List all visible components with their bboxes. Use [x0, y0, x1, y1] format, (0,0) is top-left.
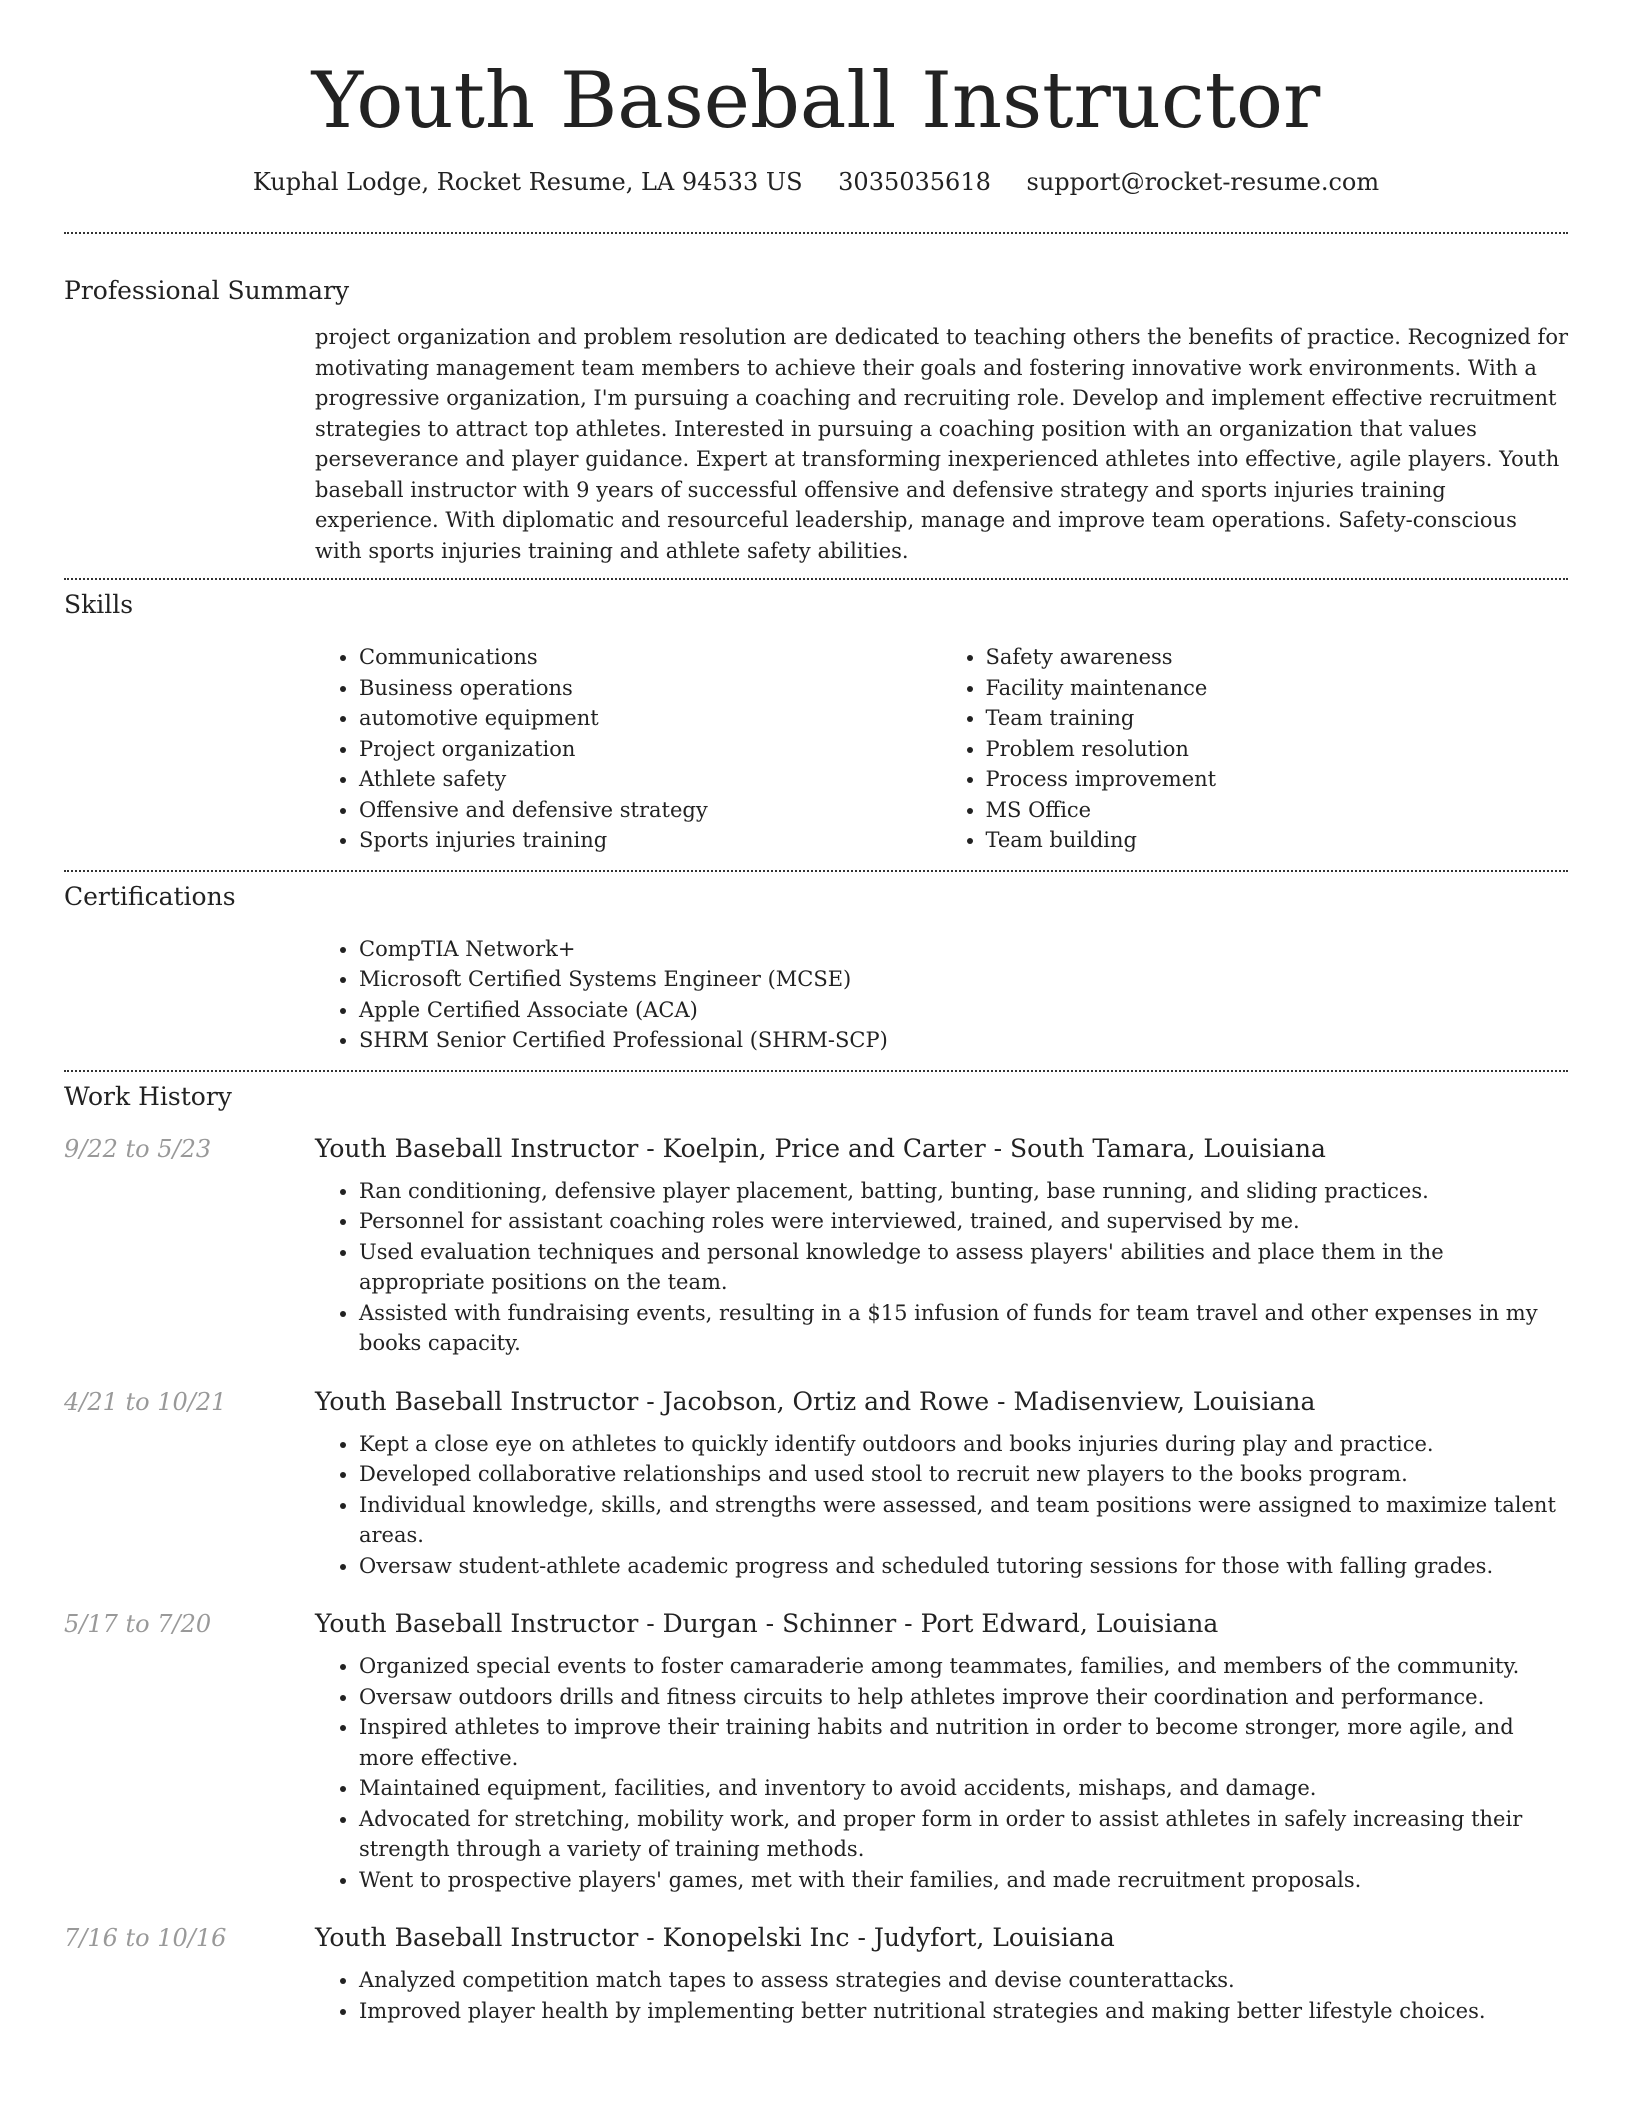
contact-line — [64, 166, 1568, 198]
skill-item: • Problem resolution — [986, 734, 1569, 765]
skills-columns — [315, 642, 1568, 856]
job-bullet: • Developed collaborative relationships and used stool to recruit new players to the books program. — [359, 1459, 1568, 1490]
job-bullets — [315, 1965, 1568, 2026]
skill-item: • Team training — [986, 703, 1569, 734]
job-header — [64, 1607, 1568, 1641]
skill-item: • Facility maintenance — [986, 673, 1569, 704]
contact-email: support@rocket-resume.com — [1026, 168, 1380, 196]
skills-list-left — [315, 642, 942, 856]
work-history-section — [64, 1080, 1568, 2027]
skill-item: • Sports injuries training — [359, 825, 942, 856]
job-bullet: • Kept a close eye on athletes to quickly identify outdoors and books injuries during play and practice. — [359, 1429, 1568, 1460]
job-title: Youth Baseball Instructor - Jacobson, Ortiz and Rowe - Madisenview, Louisiana — [315, 1386, 1316, 1416]
job-dates: 9/22 to 5/23 — [64, 1134, 212, 1163]
job-bullet: • Improved player health by implementing better nutritional strategies and making better lifestyle choices. — [359, 1996, 1568, 2027]
skill-item: • Athlete safety — [359, 764, 942, 795]
job-entry — [64, 1132, 1568, 1359]
skills-section — [64, 588, 1568, 856]
contact-phone: 3035035618 — [838, 168, 991, 196]
divider — [64, 1070, 1568, 1072]
job-entry — [64, 1385, 1568, 1582]
section-title-work-history: Work History — [64, 1081, 232, 1111]
job-header — [64, 1132, 1568, 1166]
certifications-list — [315, 934, 1568, 1056]
job-bullets — [315, 1176, 1568, 1359]
job-bullet: • Used evaluation techniques and personal knowledge to assess players' abilities and place them in the appropriate positions on the team. — [359, 1237, 1568, 1298]
job-bullet: • Advocated for stretching, mobility work, and proper form in order to assist athletes in safely increasing their strength through a variety of training methods. — [359, 1804, 1568, 1865]
divider — [64, 232, 1568, 234]
job-title: Youth Baseball Instructor - Konopelski Inc - Judyfort, Louisiana — [315, 1923, 1115, 1952]
skill-item: • Safety awareness — [986, 642, 1569, 673]
job-bullet: • Oversaw student-athlete academic progress and scheduled tutoring sessions for those with falling grades. — [359, 1551, 1568, 1582]
divider — [64, 578, 1568, 580]
skill-item: • Team building — [986, 825, 1569, 856]
section-title-skills: Skills — [64, 590, 134, 619]
certification-item: • CompTIA Network+ — [359, 934, 1568, 965]
skills-list-right — [942, 642, 1569, 856]
job-bullet: • Ran conditioning, defensive player placement, batting, bunting, base running, and sliding practices. — [359, 1176, 1568, 1207]
resume-page — [64, 0, 1568, 2026]
job-dates: 5/17 to 7/20 — [64, 1610, 212, 1638]
job-title: Youth Baseball Instructor - Koelpin, Price and Carter - South Tamara, Louisiana — [315, 1133, 1326, 1163]
divider — [64, 870, 1568, 872]
job-header — [64, 1921, 1568, 1955]
summary-section — [64, 274, 1568, 566]
job-entry — [64, 1921, 1568, 2026]
certifications-content — [315, 934, 1568, 1056]
job-bullet: • Maintained equipment, facilities, and inventory to avoid accidents, mishaps, and damage. — [359, 1773, 1568, 1804]
section-title-certifications: Certifications — [64, 881, 236, 911]
job-bullet: • Analyzed competition match tapes to assess strategies and devise counterattacks. — [359, 1965, 1568, 1996]
job-bullet: • Oversaw outdoors drills and fitness circuits to help athletes improve their coordination and performance. — [359, 1682, 1568, 1713]
certification-item: • Apple Certified Associate (ACA) — [359, 995, 1568, 1026]
job-bullet: • Organized special events to foster camaraderie among teammates, families, and members of the community. — [359, 1651, 1568, 1682]
job-dates: 4/21 to 10/21 — [64, 1387, 227, 1416]
skill-item: • Process improvement — [986, 764, 1569, 795]
job-bullet: • Went to prospective players' games, met with their families, and made recruitment proposals. — [359, 1865, 1568, 1896]
skill-item: • MS Office — [986, 795, 1569, 826]
skill-item: • Business operations — [359, 673, 942, 704]
job-bullet: • Individual knowledge, skills, and strengths were assessed, and team positions were assigned to maximize talent areas. — [359, 1490, 1568, 1551]
job-bullet: • Inspired athletes to improve their training habits and nutrition in order to become stronger, more agile, and more effective. — [359, 1712, 1568, 1773]
job-bullet: • Assisted with fundraising events, resulting in a $15 infusion of funds for team travel and other expenses in my books capacity. — [359, 1298, 1568, 1359]
summary-text: project organization and problem resolution are dedicated to teaching others the benefits of practice. Recognized for motivating management team members to achieve their goals and fostering innovative work environments. With a progressive organization, I'm pursuing a coaching and recruiting role. Develop and implement effective recruitment strategies to attract top athletes. Interested in pursuing a coaching position with an organization that values perseverance and player guidance. Expert at transforming inexperienced athletes into effective, agile players. Youth baseball instructor with 9 years of successful offensive and defensive strategy and sports injuries training experience. With diplomatic and resourceful leadership, manage and improve team operations. Safety-conscious with sports injuries training and athlete safety abilities. — [315, 325, 1568, 563]
section-title-summary: Professional Summary — [64, 276, 350, 305]
certification-item: • Microsoft Certified Systems Engineer (MCSE) — [359, 964, 1568, 995]
skill-item: • Project organization — [359, 734, 942, 765]
job-bullets — [315, 1651, 1568, 1895]
job-entry — [64, 1607, 1568, 1895]
job-bullets — [315, 1429, 1568, 1582]
certifications-section — [64, 880, 1568, 1056]
job-title: Youth Baseball Instructor - Durgan - Schinner - Port Edward, Louisiana — [315, 1609, 1219, 1638]
job-header — [64, 1385, 1568, 1419]
contact-address: Kuphal Lodge, Rocket Resume, LA 94533 US — [252, 168, 803, 196]
certification-item: • SHRM Senior Certified Professional (SHRM-SCP) — [359, 1025, 1568, 1056]
skill-item: • Offensive and defensive strategy — [359, 795, 942, 826]
job-dates: 7/16 to 10/16 — [64, 1924, 227, 1952]
skill-item: • Communications — [359, 642, 942, 673]
job-bullet: • Personnel for assistant coaching roles were interviewed, trained, and supervised by me. — [359, 1206, 1568, 1237]
resume-title: Youth Baseball Instructor — [311, 56, 1321, 146]
skill-item: • automotive equipment — [359, 703, 942, 734]
